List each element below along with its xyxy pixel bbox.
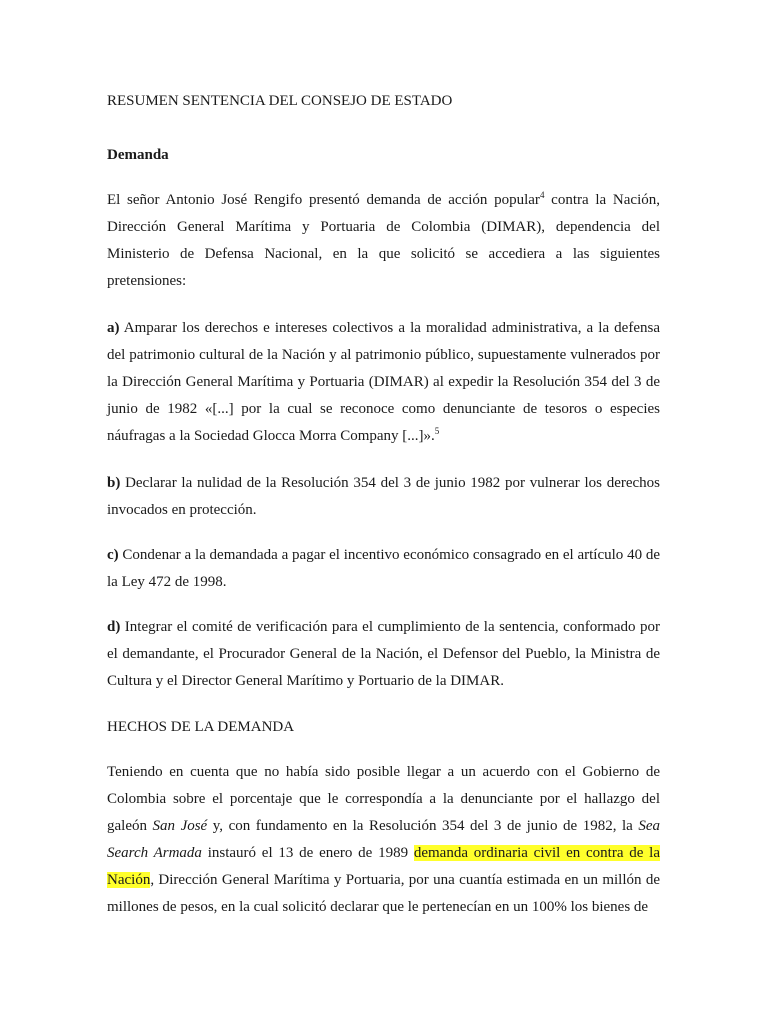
intro-text-1: El señor Antonio José Rengifo presentó demanda de acción popular — [107, 192, 540, 208]
document-title: RESUMEN SENTENCIA DEL CONSEJO DE ESTADO — [107, 93, 453, 109]
pretension-b — [107, 470, 660, 524]
section-heading-hechos: HECHOS DE LA DEMANDA — [107, 719, 295, 735]
hechos-text-2: y, con fundamento en la Resolución 354 del 3 de junio de 1982, la — [207, 818, 639, 834]
pretension-d-label: d) — [107, 619, 121, 635]
hechos-paragraph — [107, 759, 660, 921]
highlighted-text: demanda ordinaria civil en contra de la Nación — [107, 845, 660, 888]
hechos-italic-san-jose: San José — [152, 818, 208, 834]
pretension-c — [107, 542, 660, 596]
intro-text-2: contra la Nación, Dirección General Marítima y Portuaria de Colombia (DIMAR), dependencia del Ministerio de Defensa Nacional, en la que solicitó se accediera a las siguientes pretensiones: — [107, 192, 660, 289]
hechos-text-1: Teniendo en cuenta que no había sido posible llegar a un acuerdo con el Gobierno de Colombia sobre el porcentaje que le correspondía a la denunciante por el hallazgo del galeón — [107, 764, 660, 834]
footnote-ref-4[interactable]: 4 — [539, 190, 545, 200]
document-page — [107, 88, 660, 921]
pretension-b-label: b) — [107, 475, 121, 491]
pretension-d-text: Integrar el comité de verificación para el cumplimiento de la sentencia, conformado por el demandante, el Procurador General de la Nación, el Defensor del Pueblo, la Ministra de Cultura y el Director General Marítimo y Portuario de la DIMAR. — [107, 619, 660, 689]
section-heading-demanda: Demanda — [107, 147, 169, 163]
footnote-ref-5[interactable]: 5 — [434, 426, 440, 436]
pretension-c-text: Condenar a la demandada a pagar el incentivo económico consagrado en el artículo 40 de la Ley 472 de 1998. — [107, 547, 660, 590]
pretension-a — [107, 315, 660, 450]
hechos-text-4: , Dirección General Marítima y Portuaria, por una cuantía estimada en un millón de millones de pesos, en la cual solicitó declarar que le pertenecían en un 100% los bienes de — [107, 872, 660, 915]
pretension-b-text: Declarar la nulidad de la Resolución 354 del 3 de junio 1982 por vulnerar los derechos invocados en protección. — [107, 475, 660, 518]
pretension-a-label: a) — [107, 320, 120, 336]
hechos-text-3: instauró el 13 de enero de 1989 — [201, 845, 414, 861]
hechos-italic-sea-search: Sea Search Armada — [107, 818, 661, 861]
pretension-d — [107, 614, 660, 695]
intro-paragraph — [107, 187, 660, 295]
pretension-a-text: Amparar los derechos e intereses colectivos a la moralidad administrativa, a la defensa del patrimonio cultural de la Nación y al patrimonio público, supuestamente vulnerados por la Dirección General Marítima y Portuaria (DIMAR) al expedir la Resolución 354 del 3 de junio de 1982 «[...] por la cual se reconoce como denunciante de tesoros o especies náufragas a la Sociedad Glocca Morra Company [...]». — [107, 320, 660, 444]
pretension-c-label: c) — [107, 547, 119, 563]
